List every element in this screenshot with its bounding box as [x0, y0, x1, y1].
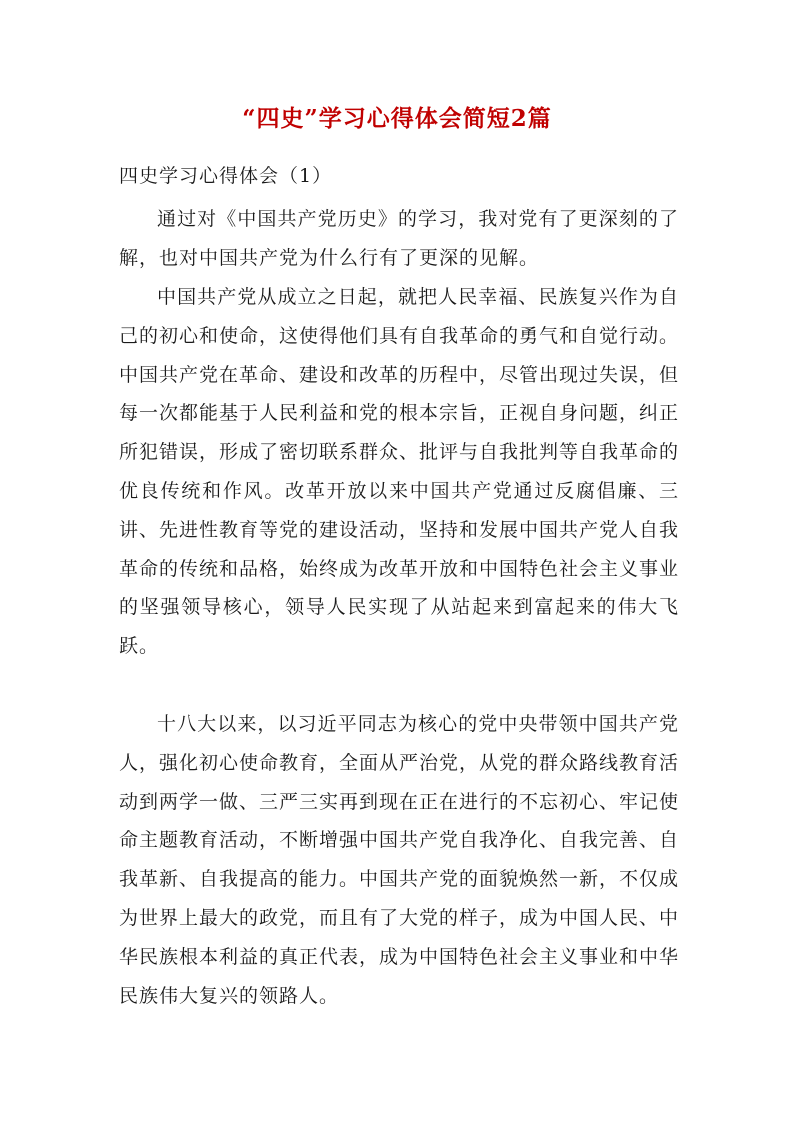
section-heading: 四史学习心得体会（1） — [119, 165, 333, 187]
document-title: “四史”学习心得体会简短2篇 — [242, 105, 552, 132]
paragraph-3: 十八大以来，以习近平同志为核心的党中央带领中国共产党人，强化初心使命教育，全面从严治党，从党的群众路线教育活动到两学一做、三严三实再到现在正在进行的不忘初心、牢记使命主题教育活动，不断增强中国共产党自我净化、自我完善、自我革新、自我提高的能力。中国共产党的面貌焕然一新，不仅成为世界上最大的政党，而且有了大党的样子，成为中国人民、中华民族根本利益的真正代表，成为中国特色社会主义事业和中华民族伟大复兴的领路人。 — [119, 713, 680, 1007]
paragraph-2: 中国共产党从成立之日起，就把人民幸福、民族复兴作为自己的初心和使命，这使得他们具有自我革命的勇气和自觉行动。中国共产党在革命、建设和改革的历程中，尽管出现过失误，但每一次都能基于人民利益和党的根本宗旨，正视自身问题，纠正所犯错误，形成了密切联系群众、批评与自我批判等自我革命的优良传统和作风。改革开放以来中国共产党通过反腐倡廉、三讲、先进性教育等党的建设活动，坚持和发展中国共产党人自我革命的传统和品格，始终成为改革开放和中国特色社会主义事业的坚强领导核心，领导人民实现了从站起来到富起来的伟大飞跃。 — [119, 286, 680, 658]
paragraph-1: 通过对《中国共产党历史》的学习，我对党有了更深刻的了解，也对中国共产党为什么行有了更深的见解。 — [119, 208, 679, 269]
